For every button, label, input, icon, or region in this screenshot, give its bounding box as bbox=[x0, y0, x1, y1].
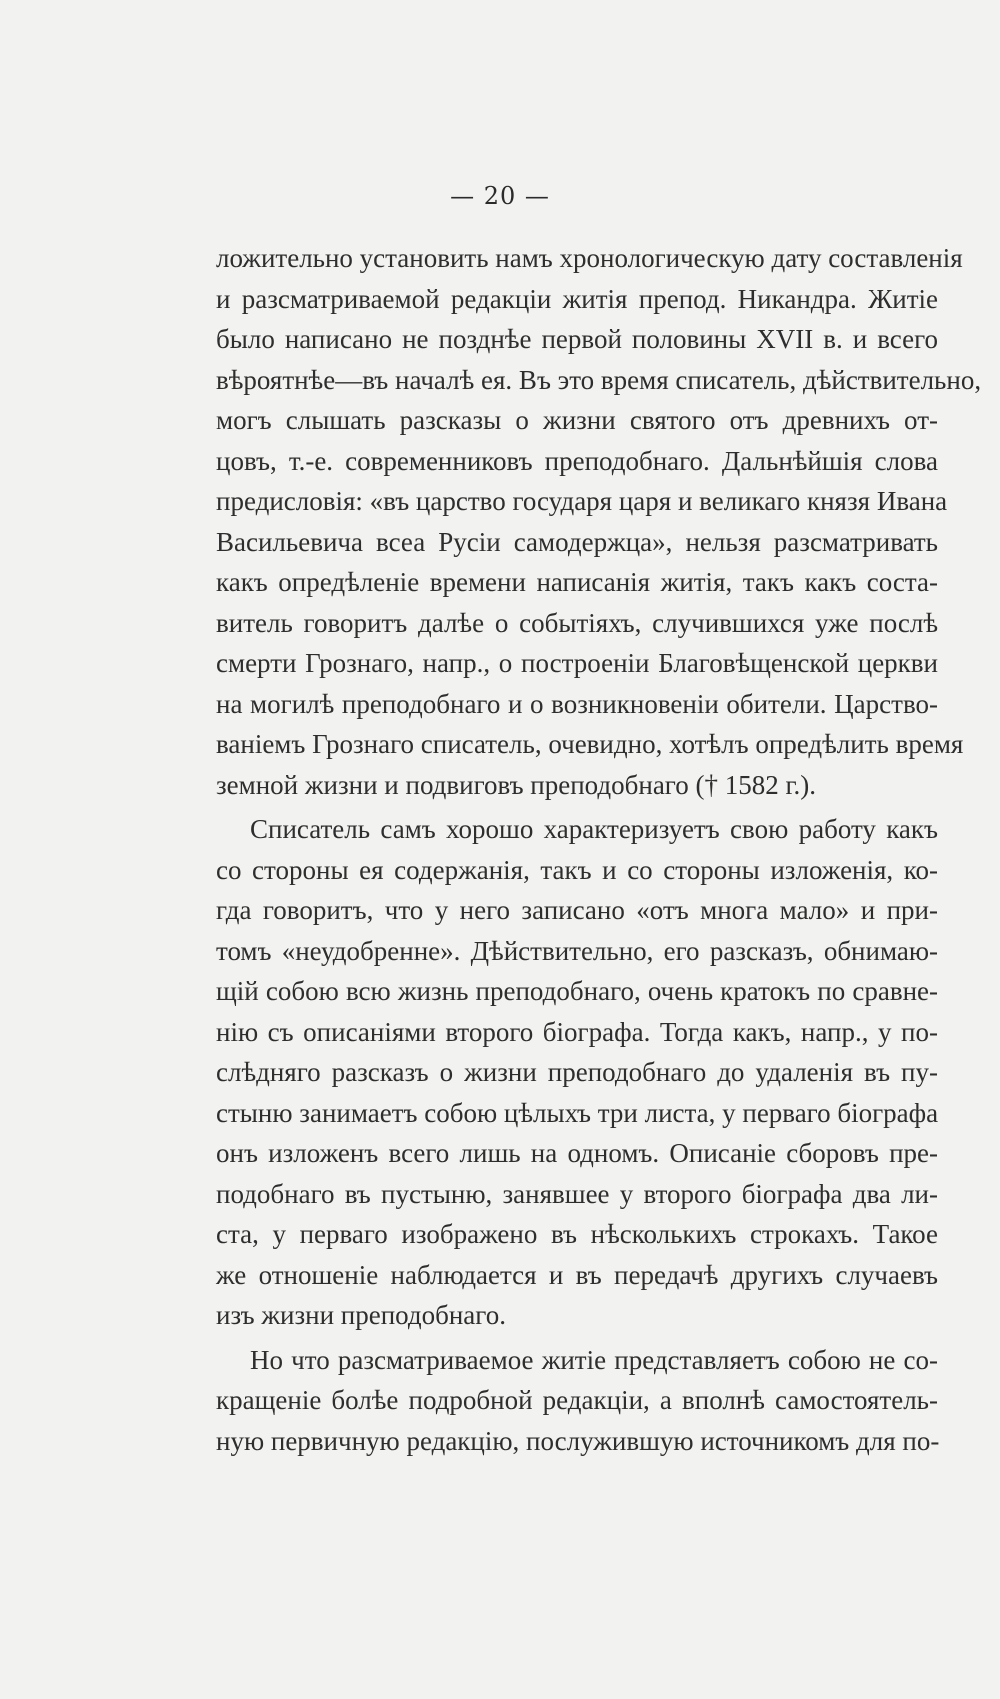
text-line: томъ «неудобренне». Дѣйствительно, его разсказъ, обнимаю- bbox=[216, 935, 938, 966]
text-line: подобнаго въ пустыню, занявшее у второго біографа два ли- bbox=[216, 1178, 938, 1209]
paragraph bbox=[216, 238, 982, 805]
text-line: на могилѣ преподобнаго и о возникновеніи обители. Царство- bbox=[216, 688, 938, 719]
text-line: смерти Грознаго, напр., о построеніи Благовѣщенской церкви bbox=[216, 648, 938, 678]
body-text bbox=[216, 238, 982, 1461]
text-line: земной жизни и подвиговъ преподобнаго († 1582 г.). bbox=[216, 769, 816, 800]
paragraph bbox=[216, 1340, 938, 1462]
text-line: изъ жизни преподобнаго. bbox=[216, 1300, 506, 1330]
text-line: цовъ, т.-е. современниковъ преподобнаго. Дальнѣйшія слова bbox=[216, 445, 938, 476]
paragraph bbox=[216, 809, 938, 1336]
text-line: онъ изложенъ всего лишь на одномъ. Описаніе сборовъ пре- bbox=[216, 1138, 938, 1168]
text-line: какъ опредѣленіе времени написанія житія, такъ какъ соста- bbox=[216, 567, 938, 597]
text-line: было написано не позднѣе первой половины XVII в. и всего bbox=[216, 324, 938, 354]
text-line: кращеніе болѣе подробной редакціи, а вполнѣ самостоятель- bbox=[216, 1385, 938, 1415]
text-line: стыню занимаетъ собою цѣлыхъ три листа, у перваго біографа bbox=[216, 1097, 939, 1128]
text-line: вѣроятнѣе—въ началѣ ея. Въ это время списатель, дѣйствительно, bbox=[216, 364, 982, 395]
text-line: могъ слышать разсказы о жизни святого отъ древнихъ от- bbox=[216, 405, 938, 435]
text-line: предисловія: «въ царство государя царя и великаго князя Ивана bbox=[216, 486, 948, 516]
text-line: ваніемъ Грознаго списатель, очевидно, хотѣлъ опредѣлить время bbox=[216, 729, 964, 759]
text-line: слѣдняго разсказъ о жизни преподобнаго до удаленія въ пу- bbox=[216, 1057, 938, 1087]
text-line: ложительно установить намъ хронологическую дату составленія bbox=[216, 243, 963, 273]
text-line: Но что разсматриваемое житіе представляетъ собою не со- bbox=[250, 1344, 938, 1375]
text-line: со стороны ея содержанія, такъ и со стороны изложенія, ко- bbox=[216, 854, 938, 885]
text-line: ную первичную редакцію, послужившую источникомъ для по- bbox=[216, 1425, 940, 1456]
text-line: нію съ описаніями второго біографа. Тогда какъ, напр., у по- bbox=[216, 1016, 938, 1047]
text-line: же отношеніе наблюдается и въ передачѣ другихъ случаевъ bbox=[216, 1259, 938, 1290]
page-number: — 20 — bbox=[450, 182, 550, 210]
text-line: гда говоритъ, что у него записано «отъ многа мало» и при- bbox=[216, 895, 938, 925]
text-line: ста, у перваго изображено въ нѣсколькихъ строкахъ. Такое bbox=[216, 1219, 938, 1249]
text-line: и разсматриваемой редакціи житія препод. Никандра. Житіе bbox=[216, 283, 938, 314]
text-line: щій собою всю жизнь преподобнаго, очень кратокъ по сравне- bbox=[216, 976, 938, 1006]
text-line: Васильевича всеа Русіи самодержца», нельзя разсматривать bbox=[216, 526, 938, 557]
text-line: витель говоритъ далѣе о событіяхъ, случившихся уже послѣ bbox=[216, 607, 938, 638]
text-line: Списатель самъ хорошо характеризуетъ свою работу какъ bbox=[250, 814, 938, 844]
